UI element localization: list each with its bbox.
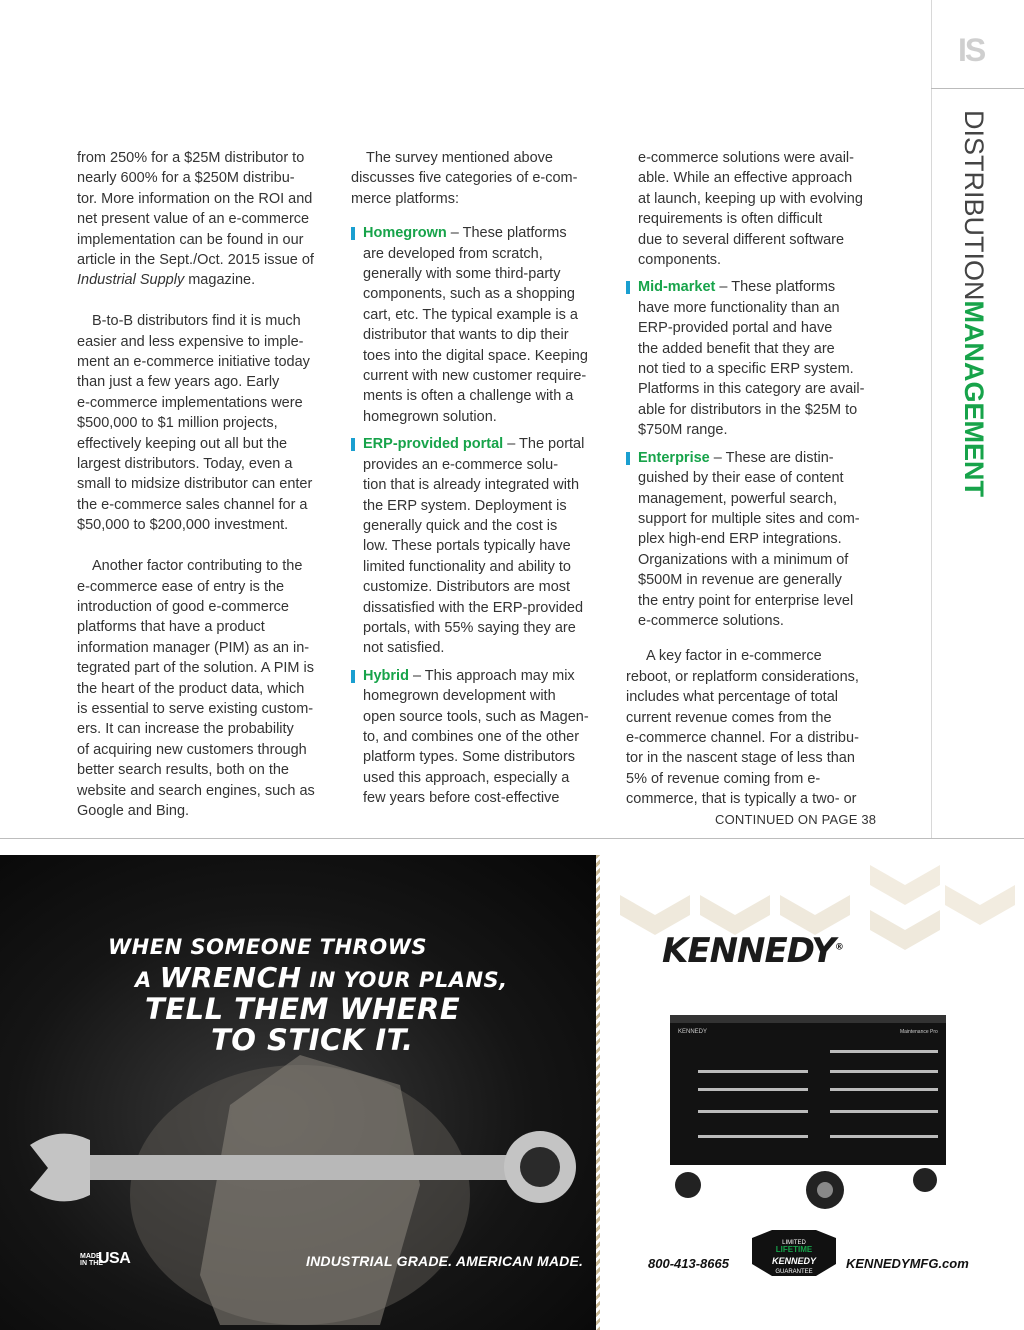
bullet-bar bbox=[351, 227, 355, 240]
text-line: ® bbox=[834, 942, 843, 953]
paragraph bbox=[77, 311, 332, 535]
text-line: – This approach may mix bbox=[408, 667, 575, 684]
list-item-erp-portal bbox=[351, 434, 607, 658]
text-line: A key factor in e-commerce bbox=[646, 648, 822, 665]
text-line: ERP-provided portal and have bbox=[638, 320, 833, 337]
wrench-shape bbox=[60, 1155, 540, 1180]
guarantee-badge bbox=[752, 1230, 836, 1276]
text-line: ments is often a challenge with a bbox=[363, 388, 574, 405]
text-line: components, such as a shopping bbox=[363, 286, 575, 303]
text-line: includes what percentage of total bbox=[626, 689, 838, 706]
drawer-handle bbox=[698, 1110, 808, 1113]
text-line: Platforms in this category are avail- bbox=[638, 381, 865, 398]
text-line: e-commerce implementations were bbox=[77, 394, 303, 411]
text-line: platform types. Some distributors bbox=[363, 749, 575, 766]
text-line: WRENCH bbox=[159, 961, 302, 994]
paragraph bbox=[351, 148, 607, 209]
text-line: ers. It can increase the probability bbox=[77, 721, 294, 738]
ad-headline-line-3: TELL THEM WHERE bbox=[145, 992, 461, 1026]
drawer-handle bbox=[698, 1070, 808, 1073]
text-line: of acquiring new customers through bbox=[77, 741, 307, 758]
text-line: effectively keeping out all but the bbox=[77, 435, 288, 452]
text-line: e-commerce channel. For a distribu- bbox=[626, 729, 859, 746]
text-line: limited functionality and ability to bbox=[363, 558, 571, 575]
text-line: MADE bbox=[80, 1253, 101, 1260]
page-divider bbox=[0, 838, 1024, 839]
text-line: nearly 600% for a $250M distribu- bbox=[77, 170, 295, 187]
badge-brand-text: KENNEDY bbox=[771, 1256, 817, 1266]
text-line: Organizations with a minimum of bbox=[638, 551, 849, 568]
bullet-bar bbox=[626, 281, 630, 294]
text-line: support for multiple sites and com- bbox=[638, 510, 860, 527]
text-line: reboot, or replatform considerations, bbox=[626, 668, 859, 685]
text-line: cart, etc. The typical example is a bbox=[363, 306, 578, 323]
text-line: USA bbox=[98, 1250, 131, 1267]
magazine-logo: IS bbox=[958, 32, 985, 68]
text-line: customize. Distributors are most bbox=[363, 579, 571, 596]
drawer-handle bbox=[698, 1135, 808, 1138]
article-column-3 bbox=[626, 148, 886, 810]
text-line: the entry point for enterprise level bbox=[638, 592, 854, 609]
sidebar-top-rule bbox=[931, 88, 1024, 89]
text-line: The survey mentioned above bbox=[366, 150, 553, 166]
chevron-decoration bbox=[700, 895, 770, 935]
text-line: easier and less expensive to imple- bbox=[77, 333, 304, 350]
text-line: information manager (PIM) as an in- bbox=[77, 639, 310, 656]
text-line: implementation can be found in our bbox=[77, 231, 304, 248]
publication-name: Industrial Supply bbox=[77, 272, 185, 289]
text-line: current with new customer require- bbox=[363, 368, 587, 385]
term-hybrid: Hybrid bbox=[363, 667, 409, 684]
ad-headline-line-2 bbox=[135, 961, 508, 994]
text-line: $750M range. bbox=[638, 422, 728, 439]
text-line: largest distributors. Today, even a bbox=[77, 456, 293, 473]
text-line: – The portal bbox=[503, 436, 585, 453]
section-title bbox=[958, 110, 990, 497]
kennedy-advertisement bbox=[0, 855, 1024, 1330]
text-line: dissatisfied with the ERP-provided bbox=[363, 599, 584, 616]
chevron-decoration bbox=[870, 865, 940, 905]
text-line: generally with some third-party bbox=[363, 266, 561, 283]
text-line: able. While an effective approach bbox=[638, 170, 853, 187]
paragraph bbox=[626, 148, 886, 270]
caster-wheel bbox=[913, 1168, 937, 1192]
text-line: e-commerce ease of entry is the bbox=[77, 578, 285, 595]
text-line: – These platforms bbox=[446, 225, 567, 242]
text-line: provides an e-commerce solu- bbox=[363, 456, 559, 473]
list-item-homegrown bbox=[351, 223, 607, 427]
text-line: low. These portals typically have bbox=[363, 538, 571, 555]
cabinet-model-label: Maintenance Pro bbox=[900, 1029, 938, 1035]
paragraph bbox=[77, 148, 332, 291]
text-line: $500M in revenue are generally bbox=[638, 572, 842, 589]
text-line: from 250% for a $25M distributor to bbox=[77, 150, 305, 166]
text-line: website and search engines, such as bbox=[77, 782, 315, 799]
chevron-decoration bbox=[870, 910, 940, 950]
text-line: plex high-end ERP integrations. bbox=[638, 531, 842, 548]
drawer-handle bbox=[830, 1110, 938, 1113]
drawer-handle bbox=[830, 1050, 938, 1053]
text-line: article in the Sept./Oct. 2015 issue of bbox=[77, 252, 314, 269]
wrench-ring-hole bbox=[520, 1147, 560, 1187]
text-line: have more functionality than an bbox=[638, 299, 840, 316]
text-line: toes into the digital space. Keeping bbox=[363, 347, 588, 364]
text-line: able for distributors in the $25M to bbox=[638, 401, 858, 418]
text-line: requirements is often difficult bbox=[638, 211, 823, 228]
text-line: the added benefit that they are bbox=[638, 340, 835, 357]
text-line: IN THE bbox=[80, 1260, 103, 1267]
text-line: due to several different software bbox=[638, 231, 845, 248]
text-line: e-commerce solutions were avail- bbox=[638, 150, 854, 166]
text-line: magazine. bbox=[184, 272, 256, 289]
text-line: portals, with 55% saying they are bbox=[363, 619, 576, 636]
section-title-thin: DISTRIBUTION bbox=[959, 110, 989, 301]
kennedy-logo bbox=[662, 931, 843, 971]
text-line: components. bbox=[638, 252, 722, 269]
list-item-hybrid bbox=[351, 666, 607, 809]
paragraph bbox=[77, 556, 332, 821]
text-line: ment an e-commerce initiative today bbox=[77, 354, 310, 371]
term-homegrown: Homegrown bbox=[363, 225, 447, 242]
drawer-handle bbox=[830, 1070, 938, 1073]
text-line: is essential to serve existing custom- bbox=[77, 700, 314, 717]
bullet-bar bbox=[351, 670, 355, 683]
text-line: open source tools, such as Magen- bbox=[363, 708, 589, 725]
wheel-hub bbox=[817, 1182, 833, 1198]
text-line: tegrated part of the solution. A PIM is bbox=[77, 660, 314, 677]
drawer-handle bbox=[698, 1088, 808, 1091]
text-line: $50,000 to $200,000 investment. bbox=[77, 517, 289, 534]
text-line: guished by their ease of content bbox=[638, 470, 844, 487]
website-link[interactable]: KENNEDYMFG.com bbox=[846, 1256, 969, 1271]
article-column-2 bbox=[351, 148, 607, 809]
chevron-decoration bbox=[780, 895, 850, 935]
text-line: at launch, keeping up with evolving bbox=[638, 190, 863, 207]
list-item-mid-market bbox=[626, 277, 886, 440]
text-line: management, powerful search, bbox=[638, 490, 838, 507]
text-line: discusses five categories of e-com- bbox=[351, 170, 578, 187]
text-line: platforms that have a product bbox=[77, 619, 265, 636]
term-enterprise: Enterprise bbox=[638, 449, 710, 466]
cabinet-brand-label: KENNEDY bbox=[678, 1029, 708, 1035]
chevron-decoration bbox=[945, 885, 1015, 925]
text-line: – These platforms bbox=[715, 279, 836, 296]
text-line: not satisfied. bbox=[363, 640, 445, 657]
badge-top-text: LIMITED bbox=[782, 1240, 806, 1246]
text-line: to, and combines one of the other bbox=[363, 728, 580, 745]
text-line: generally quick and the cost is bbox=[363, 517, 558, 534]
text-line: introduction of good e-commerce bbox=[77, 598, 289, 615]
term-erp-portal: ERP-provided portal bbox=[363, 436, 504, 453]
text-line: the heart of the product data, which bbox=[77, 680, 305, 697]
caster-wheel bbox=[675, 1172, 701, 1198]
bullet-bar bbox=[626, 452, 630, 465]
section-title-bold: MANAGEMENT bbox=[959, 300, 989, 498]
list-item-enterprise bbox=[626, 448, 886, 632]
chevron-decoration bbox=[620, 895, 690, 935]
text-line: tor in the nascent stage of less than bbox=[626, 750, 855, 767]
ad-photo-panel bbox=[0, 855, 600, 1330]
text-line: not tied to a specific ERP system. bbox=[638, 361, 854, 378]
text-line: A bbox=[135, 968, 160, 992]
text-line: B-to-B distributors find it is much bbox=[92, 313, 301, 330]
text-line: e-commerce solutions. bbox=[638, 612, 784, 629]
text-line: the ERP system. Deployment is bbox=[363, 497, 567, 514]
text-line: few years before cost-effective bbox=[363, 790, 560, 807]
text-line: tor. More information on the ROI and bbox=[77, 190, 313, 207]
badge-bottom-text: GUARANTEE bbox=[775, 1269, 813, 1275]
text-line: tion that is already integrated with bbox=[363, 477, 580, 494]
text-line: merce platforms: bbox=[351, 190, 459, 207]
term-mid-market: Mid-market bbox=[638, 279, 716, 296]
text-line: homegrown solution. bbox=[363, 408, 497, 425]
text-line: $500,000 to $1 million projects, bbox=[77, 415, 278, 432]
text-line: are developed from scratch, bbox=[363, 245, 543, 262]
text-line: homegrown development with bbox=[363, 688, 556, 705]
text-line: better search results, both on the bbox=[77, 762, 289, 779]
text-line: current revenue comes from the bbox=[626, 709, 832, 726]
made-in-usa-mark bbox=[80, 1250, 131, 1267]
text-line: – These are distin- bbox=[709, 449, 834, 466]
paragraph bbox=[626, 646, 886, 809]
text-line: small to midsize distributor can enter bbox=[77, 476, 313, 493]
text-line: commerce, that is typically a two- or bbox=[626, 791, 857, 808]
text-line: 5% of revenue coming from e- bbox=[626, 770, 821, 787]
sidebar-divider bbox=[931, 0, 932, 838]
cabinet-top bbox=[670, 1015, 946, 1023]
text-line: IN YOUR PLANS, bbox=[301, 968, 508, 992]
text-line: the e-commerce sales channel for a bbox=[77, 496, 308, 513]
text-line: than just a few years ago. Early bbox=[77, 374, 280, 391]
article-column-1 bbox=[77, 148, 332, 821]
tool-cabinet-image bbox=[670, 1015, 946, 1209]
text-line: net present value of an e-commerce bbox=[77, 211, 310, 228]
continued-link[interactable]: CONTINUED ON PAGE 38 bbox=[715, 812, 877, 827]
text-line: Another factor contributing to the bbox=[92, 558, 303, 575]
ad-headline-line-1: WHEN SOMEONE THROWS bbox=[108, 935, 427, 959]
badge-lifetime-text: LIFETIME bbox=[775, 1245, 813, 1254]
text-line: KENNEDY bbox=[662, 931, 835, 971]
phone-number[interactable]: 800-413-8665 bbox=[648, 1256, 729, 1271]
text-line: distributor that wants to dip their bbox=[363, 327, 569, 344]
bullet-bar bbox=[351, 438, 355, 451]
ad-headline-line-4: TO STICK IT. bbox=[211, 1023, 414, 1057]
text-line: Google and Bing. bbox=[77, 802, 190, 819]
ad-tagline: INDUSTRIAL GRADE. AMERICAN MADE. bbox=[306, 1253, 584, 1269]
drawer-handle bbox=[830, 1088, 938, 1091]
text-line: used this approach, especially a bbox=[363, 769, 570, 786]
wrench-open-end bbox=[30, 1134, 90, 1202]
drawer-handle bbox=[830, 1135, 938, 1138]
